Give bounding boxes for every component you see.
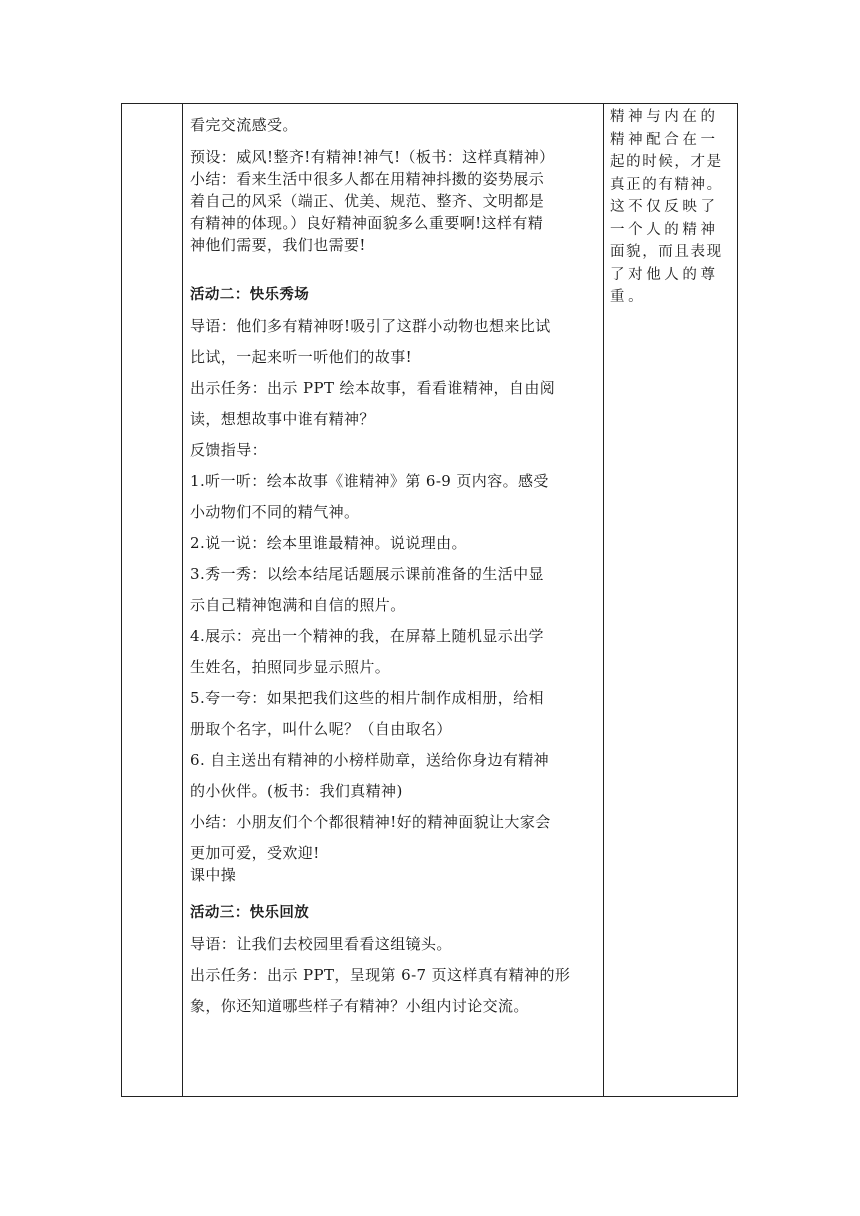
activity-2-line: 反馈指导： bbox=[190, 441, 268, 459]
intent-line: 面貌，而且表现 bbox=[610, 244, 723, 260]
teaching-process-cell bbox=[190, 114, 600, 1022]
intent-line: 了对他人的尊 bbox=[610, 266, 719, 283]
activity-2-line: 1.听一听：绘本故事《谁精神》第 6-9 页内容。感受 bbox=[190, 472, 549, 490]
activity-2-line: 导语：他们多有精神呀!吸引了这群小动物也想来比试 bbox=[190, 317, 551, 335]
activity-2-line: 出示任务：出示 PPT 绘本故事，看看谁精神，自由阅 bbox=[190, 379, 556, 397]
design-intent-cell bbox=[610, 106, 734, 309]
lesson-table bbox=[121, 103, 738, 1097]
intent-line: 一个人的精神 bbox=[610, 221, 719, 238]
activity-2-line: 比试，一起来听一听他们的故事! bbox=[190, 348, 413, 366]
activity-2-line: 2.说一说：绘本里谁最精神。说说理由。 bbox=[190, 534, 467, 552]
activity-2-line: 6. 自主送出有精神的小榜样勋章，送给你身边有精神 bbox=[190, 751, 550, 769]
activity-3-heading: 活动三：快乐回放 bbox=[190, 905, 310, 921]
activity-3-line: 出示任务：出示 PPT，呈现第 6-7 页这样真有精神的形 bbox=[190, 966, 571, 984]
summary-line: 着自己的风采（端正、优美、规范、整齐、文明都是 bbox=[190, 192, 545, 210]
activity-3-line: 导语：让我们去校园里看看这组镜头。 bbox=[190, 935, 452, 953]
activity-2-line: 示自己精神饱满和自信的照片。 bbox=[190, 596, 406, 614]
intent-line: 真正的有精神。 bbox=[610, 176, 723, 193]
summary-line: 小结：看来生活中很多人都在用精神抖擞的姿势展示 bbox=[190, 170, 545, 188]
activity-2-line: 5.夸一夸：如果把我们这些的相片制作成相册，给相 bbox=[190, 689, 544, 707]
activity-2-line: 读，想想故事中谁有精神？ bbox=[190, 410, 375, 428]
activity-2-closing: 课中操 bbox=[190, 866, 237, 884]
column-divider-left bbox=[182, 104, 183, 1096]
activity-2-line: 的小伙伴。(板书：我们真精神) bbox=[190, 782, 403, 800]
activity-3-line: 象，你还知道哪些样子有精神？小组内讨论交流。 bbox=[190, 997, 529, 1015]
intent-line: 这不仅反映了 bbox=[610, 199, 719, 215]
activity-2-heading: 活动二：快乐秀场 bbox=[190, 287, 310, 303]
activity-2-line: 3.秀一秀：以绘本结尾话题展示课前准备的生活中显 bbox=[190, 565, 544, 583]
intent-line: 重。 bbox=[610, 289, 647, 305]
column-divider-right bbox=[603, 104, 604, 1096]
activity-2-line: 册取个名字，叫什么呢？（自由取名） bbox=[190, 720, 452, 738]
activity-2-line: 4.展示：亮出一个精神的我，在屏幕上随机显示出学 bbox=[190, 627, 544, 645]
summary-line: 神他们需要，我们也需要! bbox=[190, 236, 366, 254]
activity-2-line: 小动物们不同的精气神。 bbox=[190, 503, 360, 521]
activity-2-line: 更加可爱，受欢迎! bbox=[190, 844, 320, 862]
activity-2-line: 生姓名，拍照同步显示照片。 bbox=[190, 658, 391, 676]
activity-2-line: 小结：小朋友们个个都很精神!好的精神面貌让大家会 bbox=[190, 813, 551, 831]
intent-line: 精神配合在一 bbox=[610, 131, 719, 148]
intro-line: 看完交流感受。 bbox=[190, 116, 298, 134]
preset-line: 预设：威风!整齐!有精神!神气!（板书：这样真精神） bbox=[190, 148, 555, 166]
intent-line: 起的时候，才是 bbox=[610, 154, 723, 170]
summary-line: 有精神的体现。）良好精神面貌多么重要啊!这样有精 bbox=[190, 214, 544, 232]
intent-line: 精神与内在的 bbox=[610, 109, 719, 125]
